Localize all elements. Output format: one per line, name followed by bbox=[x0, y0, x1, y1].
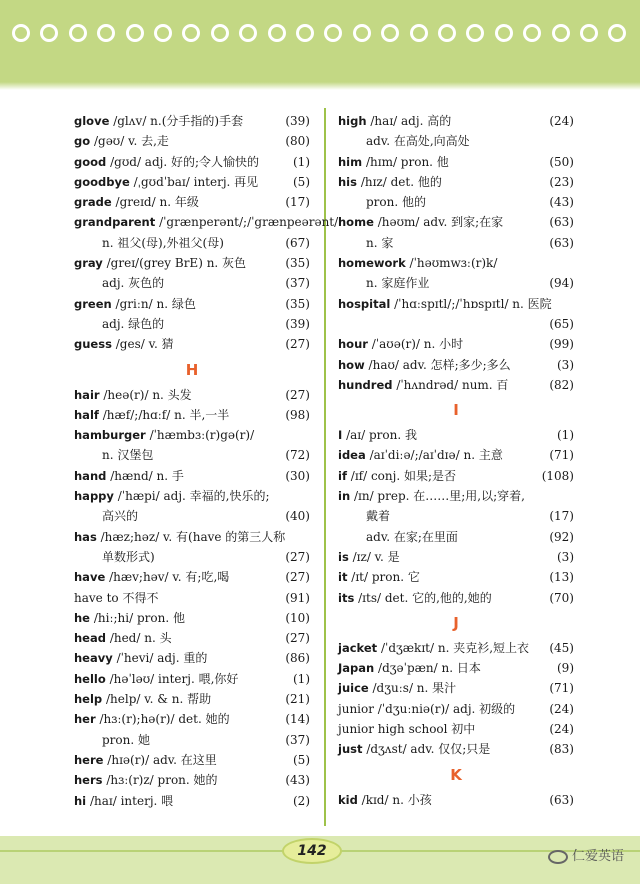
entry-definition: adj. 灰色的 bbox=[102, 276, 165, 291]
entry-definition: 高兴的 bbox=[102, 509, 139, 524]
glossary-entry bbox=[338, 152, 574, 172]
entry-definition: /ˈhʌndrəd/ num. 百 bbox=[396, 377, 509, 392]
glossary-entry bbox=[338, 233, 574, 253]
entry-definition: /hæv;həv/ v. 有;吃,喝 bbox=[109, 570, 230, 585]
glossary-entry bbox=[74, 253, 310, 273]
entry-definition: /ɪt/ pron. 它 bbox=[351, 570, 420, 585]
unit-page-ref: (67) bbox=[285, 235, 310, 250]
glossary-entry bbox=[74, 689, 310, 709]
headword: happy bbox=[74, 489, 114, 504]
entry-definition: /hɜː(r);hə(r)/ det. 她的 bbox=[99, 712, 230, 727]
entry-definition: have to 不得不 bbox=[74, 590, 159, 605]
headword: here bbox=[74, 752, 104, 767]
header-band bbox=[0, 0, 640, 82]
unit-page-ref: (43) bbox=[549, 195, 574, 210]
headword: kid bbox=[338, 792, 358, 807]
glossary-entry bbox=[74, 588, 310, 608]
unit-page-ref: (9) bbox=[557, 661, 574, 676]
unit-page-ref: (63) bbox=[549, 235, 574, 250]
entry-definition: /ˈdʒækɪt/ n. 夹克衫,短上衣 bbox=[380, 640, 530, 655]
glossary-entry bbox=[338, 506, 574, 526]
glossary-entry bbox=[338, 131, 574, 151]
headword: he bbox=[74, 610, 90, 625]
glossary-entry bbox=[74, 314, 310, 334]
headword: in bbox=[338, 489, 351, 504]
entry-definition: /həˈləʊ/ interj. 喂,你好 bbox=[109, 671, 239, 686]
unit-page-ref: (35) bbox=[285, 256, 310, 271]
glossary-entry bbox=[74, 131, 310, 151]
entry-definition: /hiː;hi/ pron. 他 bbox=[93, 610, 185, 625]
glossary-entry bbox=[74, 111, 310, 131]
unit-page-ref: (71) bbox=[549, 448, 574, 463]
glossary-entry bbox=[338, 486, 574, 506]
unit-page-ref: (27) bbox=[285, 337, 310, 352]
glossary-entry bbox=[338, 273, 574, 293]
decorative-circle bbox=[495, 24, 513, 42]
entry-definition: /aɪˈdiːə/;/aɪˈdɪə/ n. 主意 bbox=[369, 448, 503, 463]
entry-definition: 单数形式) bbox=[102, 549, 155, 564]
headword: grade bbox=[74, 195, 112, 210]
unit-page-ref: (108) bbox=[541, 468, 574, 483]
headword: her bbox=[74, 712, 96, 727]
decorative-circle bbox=[410, 24, 428, 42]
decorative-circle bbox=[97, 24, 115, 42]
unit-page-ref: (27) bbox=[285, 570, 310, 585]
entry-definition: /dʒəˈpæn/ n. 日本 bbox=[378, 661, 481, 676]
entry-definition: junior /ˈdʒuːniə(r)/ adj. 初级的 bbox=[338, 701, 516, 716]
glossary-entry bbox=[338, 314, 574, 334]
headword: heavy bbox=[74, 651, 113, 666]
entry-definition: n. 汉堡包 bbox=[102, 448, 154, 463]
headword: have bbox=[74, 570, 106, 585]
decorative-circle bbox=[466, 24, 484, 42]
entry-definition: /ˈgrænperənt/;/ˈgrænpeərənt/ bbox=[159, 215, 339, 230]
unit-page-ref: (24) bbox=[549, 114, 574, 128]
unit-page-ref: (65) bbox=[549, 316, 574, 331]
glossary-entry bbox=[74, 750, 310, 770]
glossary-left-column bbox=[74, 111, 339, 811]
headword: if bbox=[338, 468, 347, 483]
entry-definition: /hed/ n. 头 bbox=[109, 631, 172, 646]
decorative-circle bbox=[182, 24, 200, 42]
unit-page-ref: (14) bbox=[285, 712, 310, 727]
headword: how bbox=[338, 357, 365, 372]
glossary-entry bbox=[338, 790, 574, 810]
glossary-entry bbox=[74, 192, 310, 212]
decorative-circle bbox=[552, 24, 570, 42]
decorative-circle bbox=[381, 24, 399, 42]
glossary-entry bbox=[74, 152, 310, 172]
headword: hers bbox=[74, 773, 103, 788]
section-letter: H bbox=[185, 360, 199, 379]
glossary-entry bbox=[338, 355, 574, 375]
glossary-entry bbox=[74, 567, 310, 587]
decorative-circle bbox=[69, 24, 87, 42]
entry-definition: pron. 她 bbox=[102, 732, 151, 747]
entry-definition: adv. 在高处,向高处 bbox=[366, 134, 470, 149]
unit-page-ref: (1) bbox=[557, 428, 574, 443]
unit-page-ref: (37) bbox=[285, 732, 310, 747]
headword: guess bbox=[74, 337, 112, 352]
entry-definition: /hɜː(r)z/ pron. 她的 bbox=[106, 773, 218, 788]
section-letter: I bbox=[453, 401, 459, 420]
glossary-entry bbox=[338, 678, 574, 698]
unit-page-ref: (92) bbox=[549, 529, 574, 544]
headword: grandparent bbox=[74, 215, 156, 230]
unit-page-ref: (80) bbox=[285, 134, 310, 149]
entry-definition: n. 家 bbox=[366, 235, 394, 250]
entry-definition: /hæf/;/hɑːf/ n. 半,一半 bbox=[102, 407, 230, 422]
entry-definition: /gəʊ/ v. 去,走 bbox=[93, 134, 169, 149]
unit-page-ref: (63) bbox=[549, 215, 574, 230]
entry-definition: /hɪm/ pron. 他 bbox=[365, 154, 449, 169]
headword: green bbox=[74, 296, 112, 311]
entry-definition: /hæz;həz/ v. 有(have 的第三人称 bbox=[100, 529, 286, 544]
decorative-circle bbox=[40, 24, 58, 42]
glossary-entry bbox=[338, 739, 574, 759]
entry-definition: /ˈhɑːspɪtl/;/ˈhɒspɪtl/ n. 医院 bbox=[394, 296, 552, 311]
glossary-entry bbox=[338, 192, 574, 212]
glossary-entry bbox=[74, 486, 310, 506]
glossary-entry bbox=[74, 445, 310, 465]
glossary-right-column bbox=[338, 111, 574, 810]
entry-definition: /help/ v. & n. 帮助 bbox=[106, 692, 212, 707]
glossary-entry bbox=[338, 527, 574, 547]
decorative-circle bbox=[353, 24, 371, 42]
entry-definition: /həʊm/ adv. 到家;在家 bbox=[377, 215, 504, 230]
entry-definition: /glʌv/ n.(分手指的)手套 bbox=[113, 114, 244, 128]
decorative-circle bbox=[438, 24, 456, 42]
unit-page-ref: (1) bbox=[293, 671, 310, 686]
glossary-entry bbox=[338, 445, 574, 465]
headword: high bbox=[338, 114, 367, 128]
unit-page-ref: (40) bbox=[285, 509, 310, 524]
entry-definition: /ˌgʊdˈbaɪ/ interj. 再见 bbox=[133, 174, 259, 189]
entry-definition: /haɪ/ adj. 高的 bbox=[370, 114, 452, 128]
unit-page-ref: (71) bbox=[549, 681, 574, 696]
unit-page-ref: (35) bbox=[285, 296, 310, 311]
glossary-entry bbox=[338, 212, 574, 232]
decorative-circles bbox=[0, 24, 640, 60]
decorative-circle bbox=[268, 24, 286, 42]
section-letter: K bbox=[450, 765, 462, 784]
glossary-entry bbox=[74, 608, 310, 628]
headword: gray bbox=[74, 256, 103, 271]
decorative-circle bbox=[126, 24, 144, 42]
glossary-entry bbox=[338, 588, 574, 608]
unit-page-ref: (83) bbox=[549, 742, 574, 757]
unit-page-ref: (72) bbox=[285, 448, 310, 463]
entry-definition: /greɪd/ n. 年级 bbox=[115, 195, 199, 210]
headword: juice bbox=[338, 681, 369, 696]
glossary-entry bbox=[74, 294, 310, 314]
glossary-entry bbox=[74, 212, 339, 232]
glossary-entry bbox=[74, 709, 310, 729]
headword: hour bbox=[338, 337, 368, 352]
entry-definition: pron. 他的 bbox=[366, 195, 427, 210]
headword: glove bbox=[74, 114, 110, 128]
headword: Japan bbox=[338, 661, 375, 676]
glossary-entry bbox=[338, 253, 574, 273]
unit-page-ref: (17) bbox=[549, 509, 574, 524]
decorative-circle bbox=[324, 24, 342, 42]
unit-page-ref: (82) bbox=[549, 377, 574, 392]
glossary-entry bbox=[338, 294, 574, 314]
unit-page-ref: (63) bbox=[549, 792, 574, 807]
unit-page-ref: (37) bbox=[285, 276, 310, 291]
unit-page-ref: (23) bbox=[549, 174, 574, 189]
entry-definition: /aɪ/ pron. 我 bbox=[346, 428, 418, 443]
glossary-entry bbox=[338, 567, 574, 587]
entry-definition bbox=[338, 317, 366, 331]
unit-page-ref: (2) bbox=[293, 793, 310, 808]
headword: hamburger bbox=[74, 428, 146, 443]
headword: half bbox=[74, 407, 99, 422]
glossary-entry bbox=[74, 233, 310, 253]
headword: has bbox=[74, 529, 97, 544]
glossary-entry bbox=[74, 385, 310, 405]
glossary-entry bbox=[74, 506, 310, 526]
glossary-entry bbox=[74, 172, 310, 192]
headword: goodbye bbox=[74, 174, 130, 189]
glossary-entry bbox=[74, 770, 310, 790]
headword: good bbox=[74, 154, 107, 169]
entry-definition: /haʊ/ adv. 怎样;多少;多么 bbox=[368, 357, 511, 372]
unit-page-ref: (30) bbox=[285, 468, 310, 483]
entry-definition: junior high school 初中 bbox=[338, 722, 476, 737]
unit-page-ref: (50) bbox=[549, 154, 574, 169]
wechat-icon bbox=[548, 850, 568, 864]
glossary-entry bbox=[338, 638, 574, 658]
unit-page-ref: (45) bbox=[549, 640, 574, 655]
headword: hair bbox=[74, 387, 100, 402]
decorative-circle bbox=[523, 24, 541, 42]
glossary-entry bbox=[74, 791, 310, 811]
unit-page-ref: (5) bbox=[293, 752, 310, 767]
entry-definition: /ges/ v. 猜 bbox=[115, 337, 174, 352]
entry-definition: /ˈhəʊmwɜː(r)k/ bbox=[409, 256, 498, 271]
unit-page-ref: (43) bbox=[285, 773, 310, 788]
decorative-circle bbox=[296, 24, 314, 42]
headword: help bbox=[74, 692, 103, 707]
entry-definition: /kɪd/ n. 小孩 bbox=[361, 792, 432, 807]
headword: I bbox=[338, 428, 343, 443]
unit-page-ref: (39) bbox=[285, 316, 310, 331]
header-fade bbox=[0, 82, 640, 90]
glossary-entry bbox=[338, 172, 574, 192]
entry-definition: /ɪf/ conj. 如果;是否 bbox=[350, 468, 457, 483]
unit-page-ref: (13) bbox=[549, 570, 574, 585]
headword: idea bbox=[338, 448, 366, 463]
headword: hospital bbox=[338, 296, 391, 311]
entry-definition: /ɪn/ prep. 在……里;用,以;穿着, bbox=[353, 489, 525, 504]
unit-page-ref: (5) bbox=[293, 174, 310, 189]
glossary-entry bbox=[338, 466, 574, 486]
entry-definition: /hɪz/ det. 他的 bbox=[360, 174, 442, 189]
headword: home bbox=[338, 215, 374, 230]
decorative-circle bbox=[211, 24, 229, 42]
unit-page-ref: (70) bbox=[549, 590, 574, 605]
headword: his bbox=[338, 174, 357, 189]
entry-definition: /heə(r)/ n. 头发 bbox=[103, 387, 192, 402]
entry-definition: adj. 绿色的 bbox=[102, 316, 165, 331]
decorative-circle bbox=[580, 24, 598, 42]
unit-page-ref: (24) bbox=[549, 701, 574, 716]
headword: go bbox=[74, 134, 91, 149]
unit-page-ref: (86) bbox=[285, 651, 310, 666]
entry-definition: /dʒuːs/ n. 果汁 bbox=[372, 681, 457, 696]
section-letter: J bbox=[453, 613, 459, 632]
unit-page-ref: (39) bbox=[285, 114, 310, 128]
glossary-entry bbox=[74, 547, 310, 567]
headword: jacket bbox=[338, 640, 378, 655]
entry-definition: /ɪts/ det. 它的,他的,她的 bbox=[358, 590, 492, 605]
unit-page-ref: (3) bbox=[557, 357, 574, 372]
headword: it bbox=[338, 570, 348, 585]
glossary-entry bbox=[74, 405, 310, 425]
glossary-entry bbox=[338, 699, 574, 719]
entry-definition: n. 祖父(母),外祖父(母) bbox=[102, 235, 224, 250]
glossary-entry bbox=[338, 375, 574, 395]
glossary-entry bbox=[338, 425, 574, 445]
unit-page-ref: (10) bbox=[285, 610, 310, 625]
entry-definition: /ˈhæpi/ adj. 幸福的,快乐的; bbox=[117, 489, 270, 504]
headword: homework bbox=[338, 256, 406, 271]
unit-page-ref: (27) bbox=[285, 387, 310, 402]
glossary-entry bbox=[338, 547, 574, 567]
headword: is bbox=[338, 549, 349, 564]
unit-page-ref: (21) bbox=[285, 692, 310, 707]
entry-definition: /haɪ/ interj. 喂 bbox=[89, 793, 174, 808]
entry-definition: /ˈaʊə(r)/ n. 小时 bbox=[371, 337, 464, 352]
entry-definition: /ɪz/ v. 是 bbox=[352, 549, 400, 564]
unit-page-ref: (94) bbox=[549, 276, 574, 291]
page-number: 142 bbox=[297, 843, 327, 859]
glossary-entry bbox=[74, 527, 310, 547]
glossary-entry bbox=[338, 111, 574, 131]
entry-definition: adv. 在家;在里面 bbox=[366, 529, 458, 544]
glossary-entry bbox=[74, 425, 310, 445]
entry-definition: /ˈhæmbɜː(r)gə(r)/ bbox=[149, 428, 255, 443]
glossary-entry bbox=[74, 466, 310, 486]
entry-definition: /griːn/ n. 绿色 bbox=[115, 296, 196, 311]
entry-definition: /gʊd/ adj. 好的;令人愉快的 bbox=[110, 154, 260, 169]
entry-definition: /greɪ/(grey BrE) n. 灰色 bbox=[106, 256, 247, 271]
glossary-entry bbox=[74, 730, 310, 750]
decorative-circle bbox=[154, 24, 172, 42]
decorative-circle bbox=[608, 24, 626, 42]
headword: him bbox=[338, 154, 363, 169]
headword: its bbox=[338, 590, 355, 605]
unit-page-ref: (3) bbox=[557, 549, 574, 564]
glossary-entry bbox=[74, 273, 310, 293]
unit-page-ref: (27) bbox=[285, 549, 310, 564]
unit-page-ref: (91) bbox=[285, 590, 310, 605]
headword: hi bbox=[74, 793, 87, 808]
headword: hand bbox=[74, 468, 107, 483]
unit-page-ref: (99) bbox=[549, 337, 574, 352]
decorative-circle bbox=[239, 24, 257, 42]
entry-definition: /dʒʌst/ adv. 仅仅;只是 bbox=[366, 742, 491, 757]
glossary-entry bbox=[338, 719, 574, 739]
headword: hello bbox=[74, 671, 106, 686]
glossary-entry bbox=[338, 334, 574, 354]
entry-definition: /ˈhevi/ adj. 重的 bbox=[116, 651, 208, 666]
watermark bbox=[548, 846, 624, 868]
unit-page-ref: (17) bbox=[285, 195, 310, 210]
entry-definition: /hænd/ n. 手 bbox=[110, 468, 184, 483]
headword: hundred bbox=[338, 377, 393, 392]
watermark-text: 仁爱英语 bbox=[571, 849, 624, 864]
unit-page-ref: (1) bbox=[293, 154, 310, 169]
headword: head bbox=[74, 631, 106, 646]
entry-definition: n. 家庭作业 bbox=[366, 276, 430, 291]
entry-definition: /hɪə(r)/ adv. 在这里 bbox=[107, 752, 217, 767]
glossary-entry bbox=[74, 628, 310, 648]
glossary-entry bbox=[74, 669, 310, 689]
unit-page-ref: (27) bbox=[285, 631, 310, 646]
decorative-circle bbox=[12, 24, 30, 42]
entry-definition: 戴着 bbox=[366, 509, 391, 524]
unit-page-ref: (98) bbox=[285, 407, 310, 422]
unit-page-ref: (24) bbox=[549, 722, 574, 737]
headword: just bbox=[338, 742, 363, 757]
glossary-entry bbox=[338, 658, 574, 678]
glossary-entry bbox=[74, 648, 310, 668]
glossary-entry bbox=[74, 334, 310, 354]
